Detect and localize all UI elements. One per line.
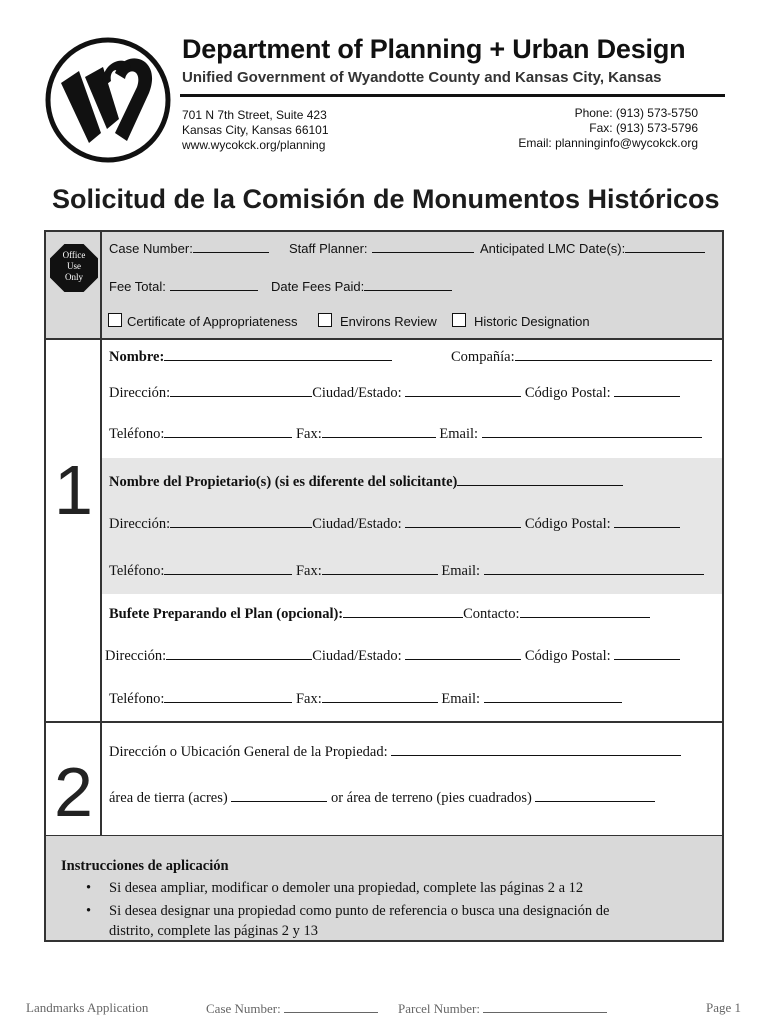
office-use-label: Office Use Only (62, 250, 86, 282)
website-link[interactable]: www.wycokck.org/planning (182, 138, 326, 152)
direccion-field-2[interactable]: Dirección: Ciudad/Estado: Código Postal: (109, 513, 680, 533)
department-logo-icon (45, 37, 171, 163)
footer-case-number: Case Number: (206, 1000, 378, 1017)
instructions-heading: Instrucciones de aplicación (61, 858, 229, 874)
direccion-field-1[interactable]: Dirección: Ciudad/Estado: Código Postal: (109, 382, 680, 402)
telefono-field-2[interactable]: Teléfono: Fax: Email: (109, 560, 704, 580)
divider-section1 (44, 721, 724, 723)
government-name: Unified Government of Wyandotte County and Kansas City, Kansas (182, 69, 662, 86)
instruction-bullet-1: • (86, 880, 92, 896)
lmc-date-field[interactable]: Anticipated LMC Date(s): (480, 238, 705, 256)
staff-planner-field[interactable]: Staff Planner: (289, 238, 474, 256)
historic-designation-checkbox[interactable] (452, 313, 466, 327)
header-rule (180, 94, 725, 97)
fax-text: Fax: (913) 573-5796 (589, 121, 698, 135)
historic-designation-label: Historic Designation (474, 314, 590, 329)
instruction-item-2: Si desea designar una propiedad como punto de referencia o busca una designación de (109, 903, 610, 919)
department-name: Department of Planning + Urban Design (182, 34, 686, 64)
environs-checkbox[interactable] (318, 313, 332, 327)
date-fees-paid-field[interactable]: Date Fees Paid: (271, 276, 452, 294)
certificate-label: Certificate of Appropriateness (127, 314, 298, 329)
certificate-checkbox[interactable] (108, 313, 122, 327)
property-area-field[interactable]: área de tierra (acres) or área de terreno (pies cuadrados) (109, 787, 655, 807)
divider-office (44, 338, 724, 340)
instruction-item-1: Si desea ampliar, modificar o demoler una propiedad, complete las páginas 2 a 12 (109, 880, 584, 896)
firm-field[interactable]: Bufete Preparando el Plan (opcional): Contacto: (109, 603, 650, 623)
footer-title: Landmarks Application (26, 1000, 149, 1015)
address-line-1: 701 N 7th Street, Suite 423 (182, 108, 327, 122)
direccion-field-3[interactable]: Dirección: Ciudad/Estado: Código Postal: (105, 645, 680, 665)
instruction-bullet-2: • (86, 903, 92, 919)
footer-parcel-number: Parcel Number: (398, 1000, 607, 1017)
instruction-item-2-cont: distrito, complete las páginas 2 y 13 (109, 923, 319, 939)
nombre-field[interactable]: Nombre: (109, 346, 392, 366)
phone-text: Phone: (913) 573-5750 (574, 106, 698, 120)
environs-label: Environs Review (340, 314, 437, 329)
email-link[interactable]: Email: planninginfo@wycokck.org (518, 136, 698, 150)
form-title: Solicitud de la Comisión de Monumentos Históricos (52, 184, 720, 214)
address-line-2: Kansas City, Kansas 66101 (182, 123, 329, 137)
telefono-field-3[interactable]: Teléfono: Fax: Email: (109, 688, 622, 708)
fee-total-field[interactable]: Fee Total: (109, 276, 258, 294)
property-location-field[interactable]: Dirección o Ubicación General de la Propiedad: (109, 741, 681, 761)
section-2-number: 2 (54, 753, 93, 831)
section-1-number: 1 (54, 451, 93, 529)
section2-divider (100, 721, 102, 836)
case-number-field[interactable]: Case Number: (109, 238, 269, 256)
page-number: Page 1 (706, 1000, 742, 1015)
telefono-field-1[interactable]: Teléfono: Fax: Email: (109, 423, 702, 443)
compania-field[interactable]: Compañía: (451, 346, 712, 366)
owner-heading[interactable]: Nombre del Propietario(s) (si es diferente del solicitante) (109, 471, 623, 491)
